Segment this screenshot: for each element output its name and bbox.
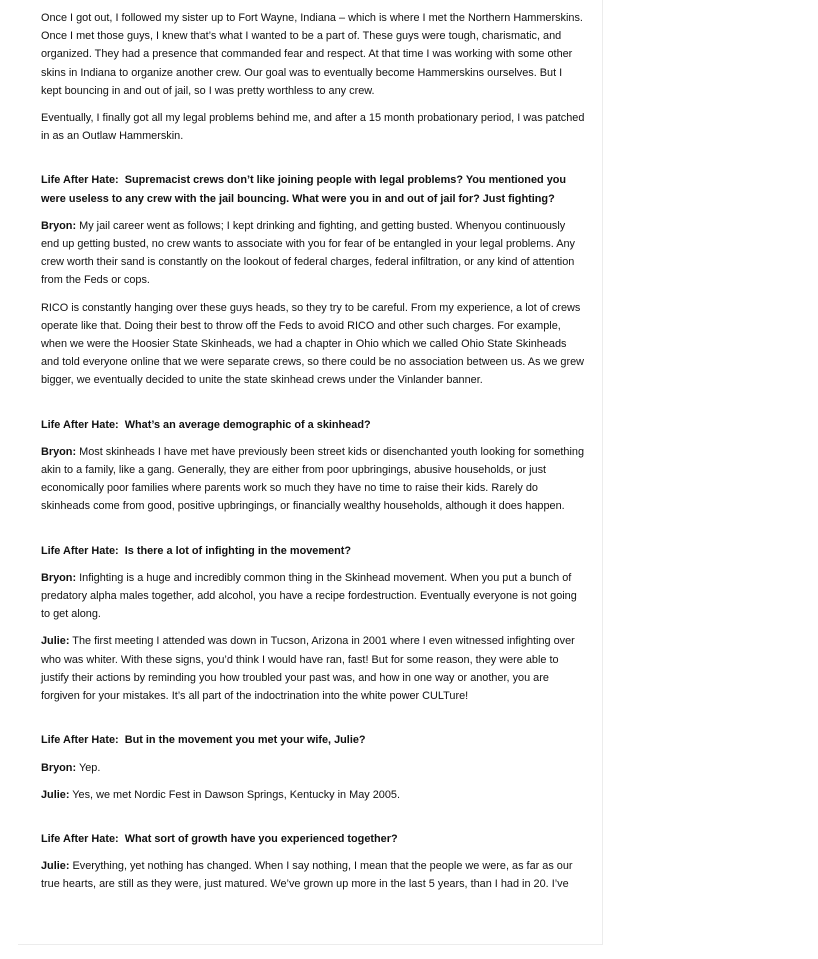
speaker-label: Bryon: [41,445,77,458]
interview-question [41,731,585,749]
interview-answer [41,759,585,777]
speaker-label: Life After Hate: [41,734,119,747]
paragraph [41,299,585,390]
paragraph-text: RICO is constantly hanging over these guys heads, so they try to be careful. From my experience, a lot of crews operate like that. Doing their best to throw off the Feds to avoid RICO and other such charges. For example, when we were the Hoosier State Skinheads, we had a chapter in Ohio which we called Ohio State Skinheads and told everyone online that we were separate crews, so there could be no association between us. As we grew bigger, we eventually decided to unite the state skinhead crews under the Vinlander banner. [41,301,585,387]
interview-question [41,830,585,848]
speaker-label: Julie: [41,788,70,801]
paragraph-text: Once I got out, I followed my sister up to Fort Wayne, Indiana – which is where I met the Northern Hammerskins. Once I met those guys, I knew that’s what I wanted to be a part of. These guys were tough, charismatic, and organized. They had a presence that commanded fear and respect. At that time I was working with some other skins in Indiana to organize another crew. Our goal was to eventually become Hammerskins ourselves. But I kept bouncing in and out of jail, so I was pretty worthless to any crew. [41,12,583,97]
interview-question [41,542,585,560]
speaker-label: Bryon: [41,571,77,584]
interview-article [41,9,585,903]
answer-text: Everything, yet nothing has changed. When I say nothing, I mean that the people we were, as far as our true hearts, are still as they were, just matured. We’ve grown up more in the last 5 years, than I had in 20. I’ve [41,860,573,891]
question-text: Is there a lot of infighting in the movement? [124,544,352,557]
interview-answer [41,857,585,893]
answer-text: Yep. [78,761,101,774]
speaker-label: Life After Hate: [41,832,119,845]
answer-text: The first meeting I attended was down in Tucson, Arizona in 2001 where I even witnessed infighting over who was whiter. With these signs, you’d think I would have ran, fast! But for some reason, they were able to justify their actions by reminding you how troubled your past was, and how in one way or another, you are forgiven for your mistakes. It’s all part of the indoctrination into the white power CULTure! [41,635,575,703]
speaker-label: Bryon: [41,761,77,774]
question-text: But in the movement you met your wife, Julie? [124,734,366,747]
interview-question [41,416,585,434]
paragraph [41,109,585,145]
interview-answer [41,569,585,624]
paragraph-text: Eventually, I finally got all my legal problems behind me, and after a 15 month probationary period, I was patched in as an Outlaw Hammerskin. [41,112,585,143]
question-text: What sort of growth have you experienced together? [124,832,398,845]
answer-text: Most skinheads I have met have previously been street kids or disenchanted youth looking for something akin to a family, like a gang. Generally, they are either from poor upbringings, abusive households, or just economically poor families where parents work so much they have no time to raise their kids. Rarely do skinheads come from good, positive upbringings, or financially wealthy households, although it does happen. [41,445,585,513]
speaker-label: Julie: [41,635,70,648]
answer-text: Yes, we met Nordic Fest in Dawson Springs, Kentucky in May 2005. [72,788,400,801]
question-text: Supremacist crews don’t like joining people with legal problems? You mentioned you were useless to any crew with the jail bouncing. What were you in and out of jail for? Just fighting? [41,174,567,205]
speaker-label: Julie: [41,860,70,873]
speaker-label: Life After Hate: [41,418,119,431]
speaker-label: Life After Hate: [41,544,119,557]
answer-text: My jail career went as follows; I kept drinking and fighting, and getting busted. Whenyou continuously end up getting busted, no crew wants to associate with you for fear of be entangled in your legal problems. Any crew worth their sand is constantly on the lookout of federal charges, federal infiltration, or any kind of attention from the Feds or cops. [41,219,575,287]
interview-answer [41,443,585,516]
interview-question [41,171,585,207]
speaker-label: Life After Hate: [41,174,119,187]
paragraph [41,9,585,100]
speaker-label: Bryon: [41,219,77,232]
answer-text: Infighting is a huge and incredibly common thing in the Skinhead movement. When you put a bunch of predatory alpha males together, add alcohol, you have a recipe fordestruction. Eventually everyone is not going to get along. [41,571,577,621]
interview-answer [41,632,585,705]
interview-answer [41,217,585,290]
interview-answer [41,786,585,804]
question-text: What’s an average demographic of a skinhead? [124,418,371,431]
